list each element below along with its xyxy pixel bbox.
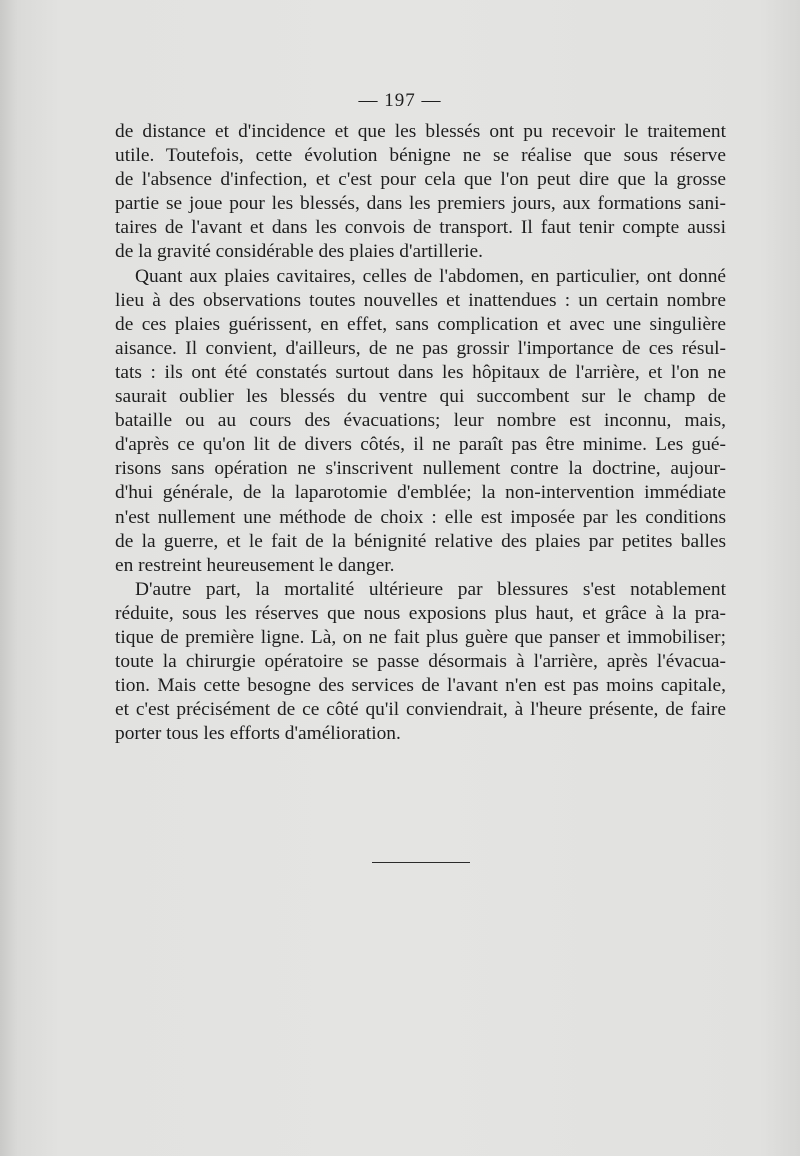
text-line: lieu à des observations toutes nouvelles et inattendues : un certain nombre <box>115 289 726 311</box>
text-line: toute la chirurgie opératoire se passe désormais à l'arrière, après l'évacua- <box>115 651 726 673</box>
text-line: aisance. Il convient, d'ailleurs, de ne pas grossir l'importance de ces résul- <box>115 337 726 359</box>
text-line: n'est nullement une méthode de choix : elle est imposée par les conditions <box>115 506 726 528</box>
text-line: utile. Toutefois, cette évolution bénigne ne se réalise que sous réserve <box>115 145 726 167</box>
text-line: D'autre part, la mortalité ultérieure par blessures s'est notablement <box>135 578 726 600</box>
text-line: de ces plaies guérissent, en effet, sans complication et avec une singulière <box>115 313 726 335</box>
text-line: d'hui générale, de la laparotomie d'emblée; la non-intervention immédiate <box>115 482 726 504</box>
body-text <box>115 120 726 746</box>
text-line: de l'absence d'infection, et c'est pour cela que l'on peut dire que la grosse <box>115 169 726 191</box>
text-line: tion. Mais cette besogne des services de l'avant n'en est pas moins capitale, <box>115 675 726 697</box>
text-line: d'après ce qu'on lit de divers côtés, il ne paraît pas être minime. Les gué- <box>115 434 726 456</box>
text-line: tats : ils ont été constatés surtout dans les hôpitaux de l'arrière, et l'on ne <box>115 361 726 383</box>
text-line: bataille ou au cours des évacuations; leur nombre est inconnu, mais, <box>115 410 726 432</box>
text-line: porter tous les efforts d'amélioration. <box>115 723 401 745</box>
text-line: de distance et d'incidence et que les blessés ont pu recevoir le traitement <box>115 121 726 142</box>
text-line: et c'est précisément de ce côté qu'il conviendrait, à l'heure présente, de faire <box>115 699 726 721</box>
text-line: saurait oublier les blessés du ventre qui succombent sur le champ de <box>115 386 726 408</box>
text-line: risons sans opération ne s'inscrivent nullement contre la doctrine, aujour- <box>115 458 726 480</box>
section-divider-rule <box>372 862 470 863</box>
text-line: de la guerre, et le fait de la bénignité relative des plaies par petites balles <box>115 530 726 552</box>
text-line: tique de première ligne. Là, on ne fait plus guère que panser et immobiliser; <box>115 626 726 648</box>
text-line: réduite, sous les réserves que nous exposions plus haut, et grâce à la pra- <box>115 602 726 624</box>
text-line: en restreint heureusement le danger. <box>115 554 395 576</box>
text-line: taires de l'avant et dans les convois de transport. Il faut tenir compte aussi <box>115 217 726 239</box>
text-line: Quant aux plaies cavitaires, celles de l'abdomen, en particulier, ont donné <box>135 265 726 287</box>
page-number: — 197 — <box>358 90 442 111</box>
text-line: partie se joue pour les blessés, dans les premiers jours, aux formations sani- <box>115 193 726 215</box>
text-line: de la gravité considérable des plaies d'artillerie. <box>115 241 483 263</box>
